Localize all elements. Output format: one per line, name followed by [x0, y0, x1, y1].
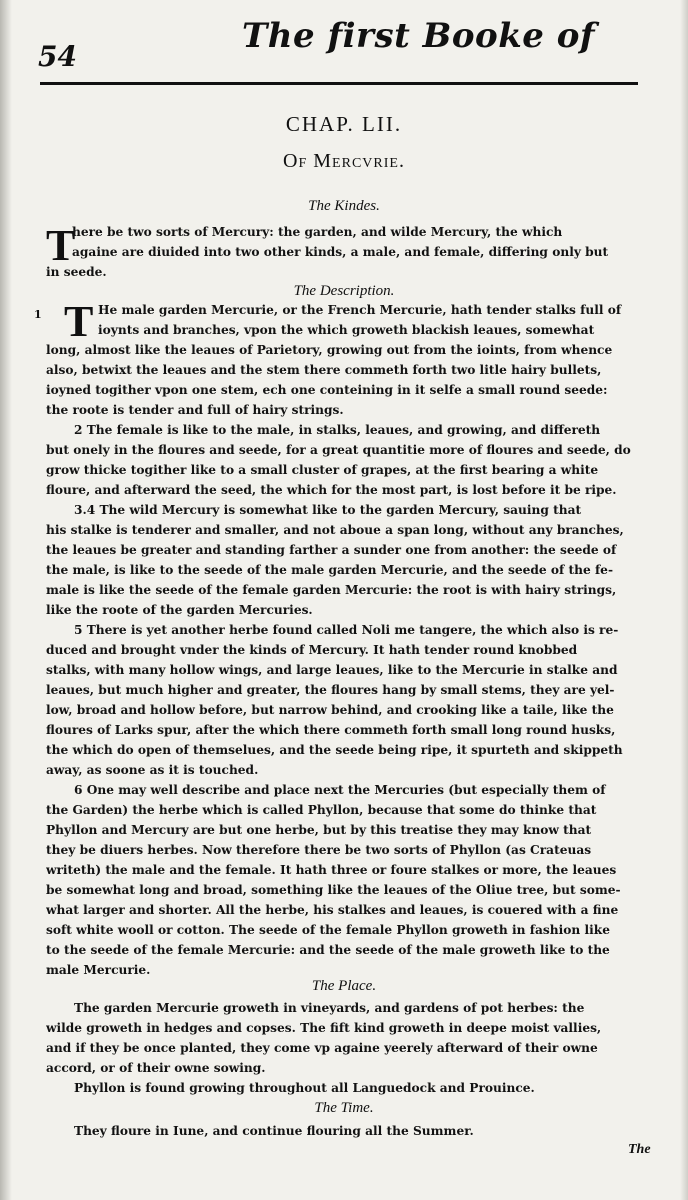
page-number: 54	[38, 40, 77, 73]
text-line: Phyllon and Mercury are but one herbe, but by this treatise they may know that	[46, 823, 592, 837]
text-line: accord, or of their owne sowing.	[46, 1061, 266, 1075]
text-line: ioyned togither vpon one stem, ech one conteining in it selfe a small round seede:	[46, 383, 608, 397]
text-line: the leaues be greater and standing farther a sunder one from another: the seede of	[46, 543, 617, 557]
running-head: The first Booke of	[242, 16, 596, 56]
text-line: the which do open of themselues, and the seede being ripe, it spurteth and skippeth	[46, 743, 623, 757]
text-line: the roote is tender and full of hairy strings.	[46, 403, 344, 417]
text-line: stalks, with many hollow wings, and large leaues, like to the Mercurie in stalke and	[46, 663, 618, 677]
text-line: here be two sorts of Mercury: the garden, and wilde Mercury, the which	[72, 225, 563, 239]
text-line: away, as soone as it is touched.	[46, 763, 259, 777]
text-line: the male, is like to the seede of the male garden Mercurie, and the seede of the fe-	[46, 563, 613, 577]
catchword: The	[628, 1142, 651, 1157]
text-line: ioynts and branches, vpon the which groweth blackish leaues, somewhat	[98, 323, 595, 337]
text-line: writeth) the male and the female. It hath three or foure stalkes or more, the leaues	[46, 863, 617, 877]
text-line: leaues, but much higher and greater, the floures hang by small stems, they are yel-	[46, 683, 615, 697]
section-heading-time: The Time.	[314, 1100, 374, 1116]
text-line: againe are diuided into two other kinds, a male, and female, differing only but	[72, 245, 609, 259]
text-line: grow thicke togither like to a small cluster of grapes, at the first bearing a white	[46, 463, 599, 477]
chapter-subtitle: Of Mercvrie.	[283, 150, 405, 172]
section-heading-kindes: The Kindes.	[308, 198, 380, 214]
text-line: but onely in the floures and seede, for a great quantitie more of floures and seede, do	[46, 443, 631, 457]
section-heading-place: The Place.	[311, 978, 377, 994]
text-line: floure, and afterward the seed, the which for the most part, is lost before it be ripe.	[46, 483, 617, 497]
page-edge-shadow-right	[680, 0, 688, 1200]
text-line: be somewhat long and broad, something like the leaues of the Oliue tree, but some-	[46, 883, 621, 897]
text-line: The garden Mercurie groweth in vineyards, and gardens of pot herbes: the	[74, 1001, 585, 1015]
text-line: what larger and shorter. All the herbe, his stalkes and leaues, is couered with a fine	[46, 903, 619, 917]
text-line: like the roote of the garden Mercuries.	[46, 603, 313, 617]
text-line: also, betwixt the leaues and the stem there commeth forth two litle hairy bullets,	[46, 363, 602, 377]
text-line: He male garden Mercurie, or the French Mercurie, hath tender stalks full of	[98, 303, 622, 317]
text-line: duced and brought vnder the kinds of Mercury. It hath tender round knobbed	[46, 643, 578, 657]
header-rule	[40, 82, 638, 85]
drop-cap-description: T	[64, 297, 94, 346]
description-text	[46, 297, 656, 980]
text-line: they be diuers herbes. Now therefore there be two sorts of Phyllon (as Crateuas	[46, 843, 592, 857]
text-line: male Mercurie.	[46, 963, 151, 977]
section-heading-description: The Description.	[293, 283, 395, 299]
text-line: They floure in Iune, and continue flouring all the Summer.	[74, 1124, 474, 1138]
text-line: floures of Larks spur, after the which there commeth forth small long round husks,	[46, 723, 616, 737]
text-line: long, almost like the leaues of Parietory, growing out from the ioints, from whence	[46, 343, 613, 357]
kindes-text	[46, 222, 656, 282]
time-text	[46, 1121, 656, 1141]
text-line: 6 One may well describe and place next the Mercuries (but especially them of	[74, 783, 606, 797]
chapter-title: CHAP. LII.	[285, 112, 403, 136]
text-line: 2 The female is like to the male, in stalks, leaues, and growing, and differeth	[74, 423, 601, 437]
text-line: low, broad and hollow before, but narrow behind, and crooking like a taile, like the	[46, 703, 614, 717]
text-line: his stalke is tenderer and smaller, and not aboue a span long, without any branches,	[46, 523, 624, 537]
text-line: Phyllon is found growing throughout all Languedock and Prouince.	[74, 1081, 535, 1095]
text-line: the Garden) the herbe which is called Phyllon, because that some do thinke that	[46, 803, 597, 817]
text-line: 3.4 The wild Mercury is somewhat like to the garden Mercury, sauing that	[74, 503, 582, 517]
drop-cap-kindes: T	[46, 221, 76, 270]
text-line: wilde groweth in hedges and copses. The fift kind groweth in deepe moist vallies,	[46, 1021, 602, 1035]
text-line: in seede.	[46, 265, 107, 279]
text-line: soft white wooll or cotton. The seede of the female Phyllon groweth in fashion like	[46, 923, 610, 937]
place-text	[46, 998, 656, 1098]
text-line: to the seede of the female Mercurie: and the seede of the male groweth like to the	[46, 943, 610, 957]
page-edge-shadow	[0, 0, 12, 1200]
text-line: 5 There is yet another herbe found called Noli me tangere, the which also is re-	[74, 623, 619, 637]
margin-number: 1	[34, 308, 42, 321]
text-line: and if they be once planted, they come vp againe yeerely afterward of their owne	[46, 1041, 598, 1055]
text-line: male is like the seede of the female garden Mercurie: the root is with hairy strings,	[46, 583, 617, 597]
